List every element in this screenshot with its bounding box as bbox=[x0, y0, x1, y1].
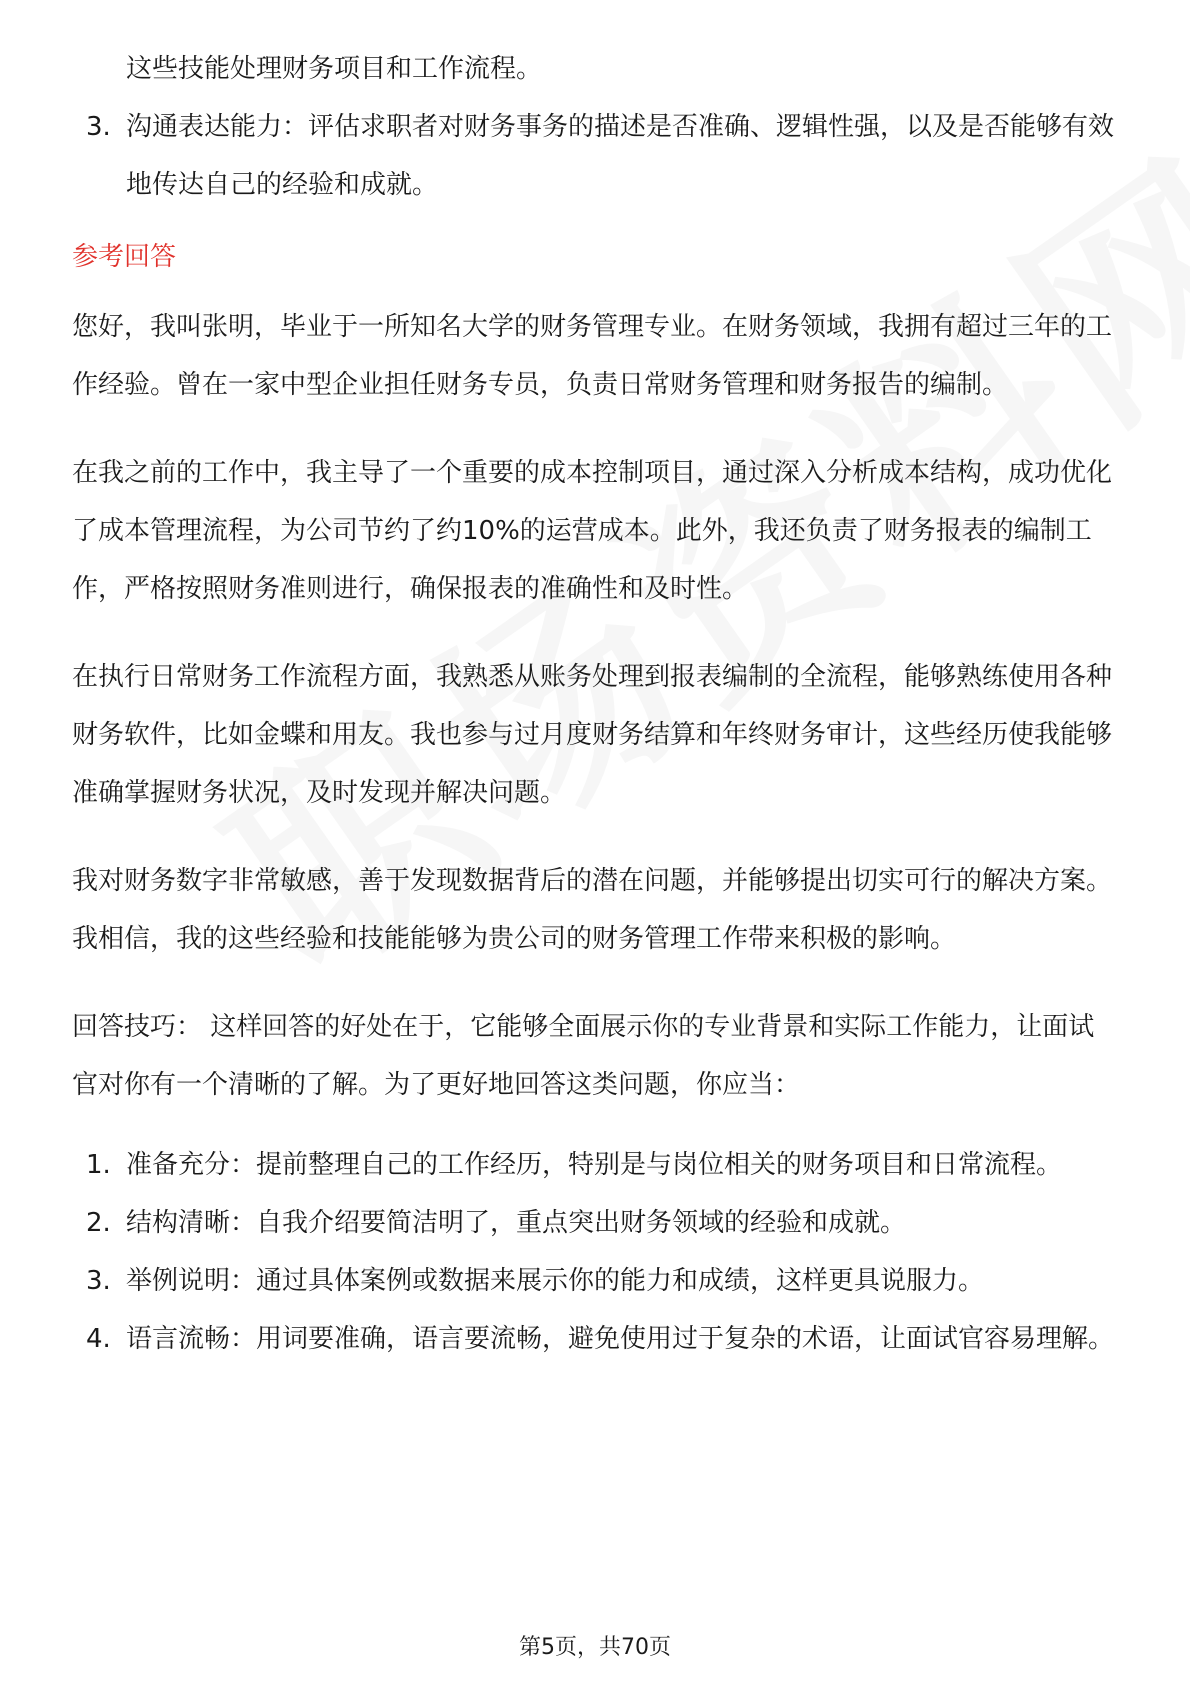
list-item-number: 2. bbox=[86, 1208, 111, 1238]
list-item bbox=[72, 98, 1117, 214]
list-item-text: 准备充分：提前整理自己的工作经历，特别是与岗位相关的财务项目和日常流程。 bbox=[126, 1150, 1063, 1180]
answer-paragraph: 在执行日常财务工作流程方面，我熟悉从账务处理到报表编制的全流程，能够熟练使用各种财务软件，比如金蝶和用友。我也参与过月度财务结算和年终财务审计，这些经历使我能够准确掌握财务状况，及时发现并解决问题。 bbox=[72, 662, 1113, 808]
page-content bbox=[72, 40, 1117, 1368]
list-item-number: 3. bbox=[86, 1266, 111, 1296]
section-title: 参考回答 bbox=[72, 242, 177, 272]
list-item-text: 结构清晰：自我介绍要简洁明了，重点突出财务领域的经验和成就。 bbox=[126, 1208, 907, 1238]
list-item-number: 4. bbox=[86, 1324, 111, 1354]
evaluation-criteria-list bbox=[72, 98, 1117, 214]
list-item bbox=[72, 1136, 1117, 1194]
list-item-number: 1. bbox=[86, 1150, 111, 1180]
list-item bbox=[72, 1310, 1117, 1368]
list-item bbox=[72, 1194, 1117, 1252]
page-number-footer: 第5页，共70页 bbox=[519, 1635, 671, 1660]
list-item-number: 3. bbox=[86, 112, 111, 142]
list-item-text: 沟通表达能力：评估求职者对财务事务的描述是否准确、逻辑性强，以及是否能够有效地传达自己的经验和成就。 bbox=[126, 112, 1115, 200]
list-item-text: 举例说明：通过具体案例或数据来展示你的能力和成绩，这样更具说服力。 bbox=[126, 1266, 985, 1296]
list-item-continuation: 这些技能处理财务项目和工作流程。 bbox=[126, 54, 543, 84]
tips-list bbox=[72, 1136, 1117, 1368]
list-item bbox=[72, 1252, 1117, 1310]
tips-intro-paragraph: 回答技巧： 这样回答的好处在于，它能够全面展示你的专业背景和实际工作能力，让面试官对你有一个清晰的了解。为了更好地回答这类问题，你应当： bbox=[72, 1012, 1095, 1100]
answer-paragraph: 我对财务数字非常敏感，善于发现数据背后的潜在问题，并能够提出切实可行的解决方案。我相信，我的这些经验和技能能够为贵公司的财务管理工作带来积极的影响。 bbox=[72, 866, 1113, 954]
list-item-text: 语言流畅：用词要准确，语言要流畅，避免使用过于复杂的术语，让面试官容易理解。 bbox=[126, 1324, 1115, 1354]
answer-paragraph: 在我之前的工作中，我主导了一个重要的成本控制项目，通过深入分析成本结构，成功优化了成本管理流程，为公司节约了约10%的运营成本。此外，我还负责了财务报表的编制工作，严格按照财务准则进行，确保报表的准确性和及时性。 bbox=[72, 458, 1113, 604]
answer-paragraph: 您好，我叫张明，毕业于一所知名大学的财务管理专业。在财务领域，我拥有超过三年的工作经验。曾在一家中型企业担任财务专员，负责日常财务管理和财务报告的编制。 bbox=[72, 312, 1113, 400]
